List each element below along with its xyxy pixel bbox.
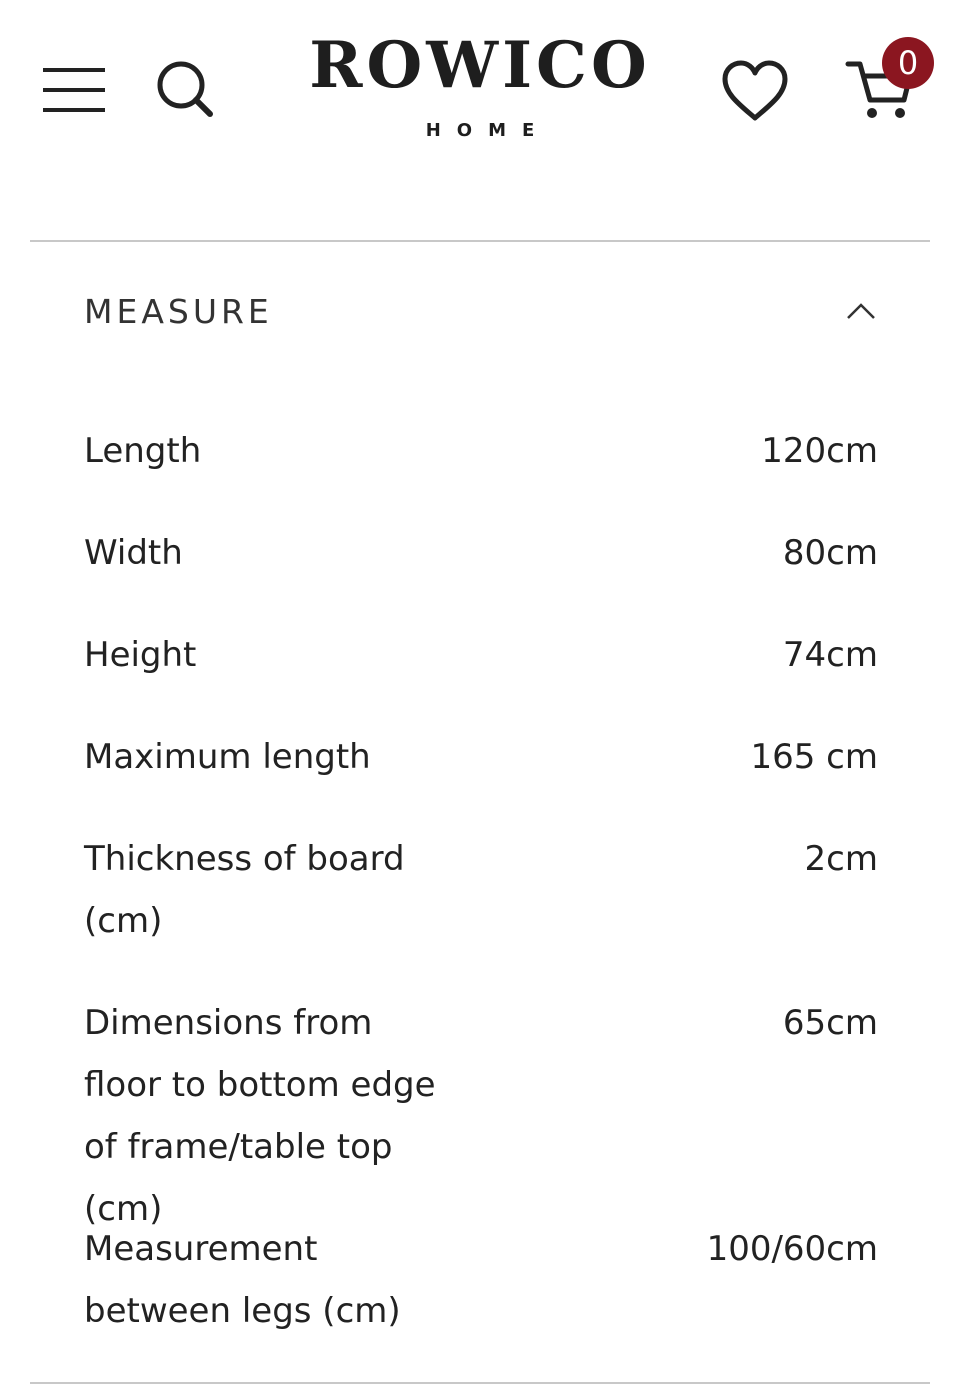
spec-label: Length: [84, 431, 202, 471]
measure-accordion-header[interactable]: [84, 282, 884, 342]
site-header: [0, 0, 960, 170]
spec-value: 65cm: [782, 1003, 878, 1043]
spec-value: 165 cm: [750, 737, 878, 777]
brand-logo[interactable]: [280, 30, 680, 141]
spec-label: Width: [84, 533, 183, 573]
spec-label: Height: [84, 635, 197, 675]
section-divider-bottom: [30, 1382, 930, 1384]
spec-value: 74cm: [782, 635, 878, 675]
cart-count-badge[interactable]: 0: [882, 37, 934, 89]
spec-label: Maximum length: [84, 737, 371, 777]
menu-icon[interactable]: [40, 62, 108, 118]
spec-label: Measurement between legs (cm): [84, 1229, 401, 1331]
spec-value: 120cm: [761, 431, 878, 471]
spec-value: 80cm: [782, 533, 878, 573]
spec-label: Dimensions from floor to bottom edge of frame/table top (cm): [84, 1003, 436, 1229]
spec-label: Thickness of board (cm): [84, 839, 405, 941]
section-divider-top: [30, 240, 930, 242]
logo-wordmark: ROWICO: [309, 28, 651, 103]
spec-value: 2cm: [804, 839, 878, 879]
chevron-up-icon[interactable]: [844, 298, 878, 322]
search-icon[interactable]: [154, 56, 216, 118]
heart-icon[interactable]: [720, 58, 790, 124]
logo-subtitle: HOME: [425, 120, 551, 141]
section-title: MEASURE: [84, 292, 273, 331]
spec-value: 100/60cm: [706, 1229, 878, 1269]
